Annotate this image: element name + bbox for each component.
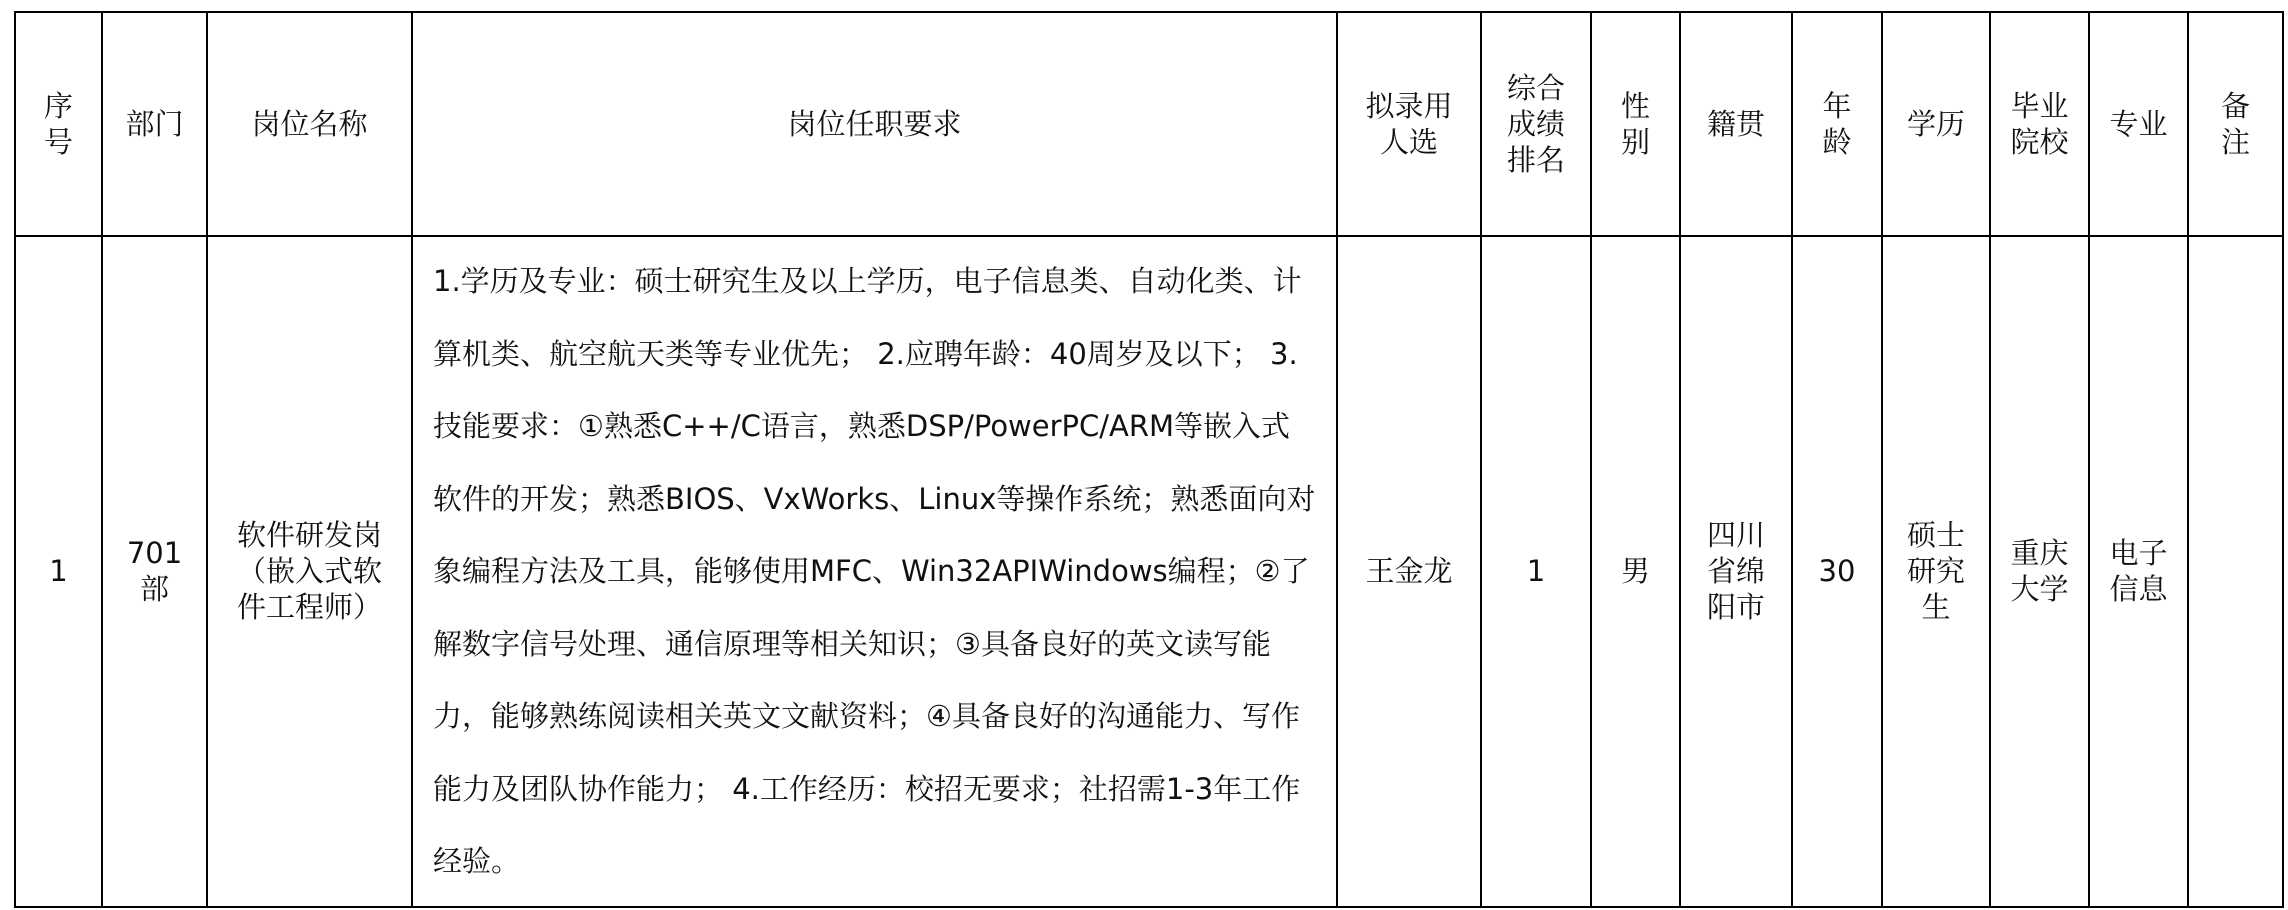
cell-requirements: 1.学历及专业：硕士研究生及以上学历，电子信息类、自动化类、计算机类、航空航天类等专业优先； 2.应聘年龄：40周岁及以下； 3.技能要求：①熟悉C++/C语言，熟悉DSP/PowerPC/ARM等嵌入式软件的开发；熟悉BIOS、VxWorks、Linux等操作系统；熟悉面向对象编程方法及工具，能够使用MFC、Win32APIWindows编程；②了解数字信号处理、通信原理等相关知识；③具备良好的英文读写能力，能够熟练阅读相关英文文献资料；④具备良好的沟通能力、写作能力及团队协作能力； 4.工作经历：校招无要求；社招需1-3年工作经验。 [412,236,1337,907]
recruitment-table [14,11,2284,908]
cell-native-place: 四川 省绵 阳市 [1680,236,1792,907]
table-row [15,236,2283,907]
cell-rank: 1 [1481,236,1591,907]
header-age: 年 龄 [1792,12,1882,236]
cell-remark [2188,236,2283,907]
header-dept: 部门 [102,12,207,236]
cell-candidate: 王金龙 [1337,236,1481,907]
header-education: 学历 [1882,12,1990,236]
cell-education: 硕士 研究 生 [1882,236,1990,907]
header-candidate: 拟录用 人选 [1337,12,1481,236]
cell-dept: 701 部 [102,236,207,907]
header-gender: 性 别 [1591,12,1680,236]
header-position-name: 岗位名称 [207,12,412,236]
header-school: 毕业 院校 [1990,12,2089,236]
cell-school: 重庆 大学 [1990,236,2089,907]
table-header-row [15,12,2283,236]
header-seq: 序 号 [15,12,102,236]
header-requirements: 岗位任职要求 [412,12,1337,236]
header-remark: 备 注 [2188,12,2283,236]
header-major: 专业 [2089,12,2188,236]
cell-seq: 1 [15,236,102,907]
header-rank: 综合 成绩 排名 [1481,12,1591,236]
cell-position-name: 软件研发岗 （嵌入式软 件工程师） [207,236,412,907]
cell-major: 电子 信息 [2089,236,2188,907]
header-native-place: 籍贯 [1680,12,1792,236]
cell-age: 30 [1792,236,1882,907]
cell-gender: 男 [1591,236,1680,907]
